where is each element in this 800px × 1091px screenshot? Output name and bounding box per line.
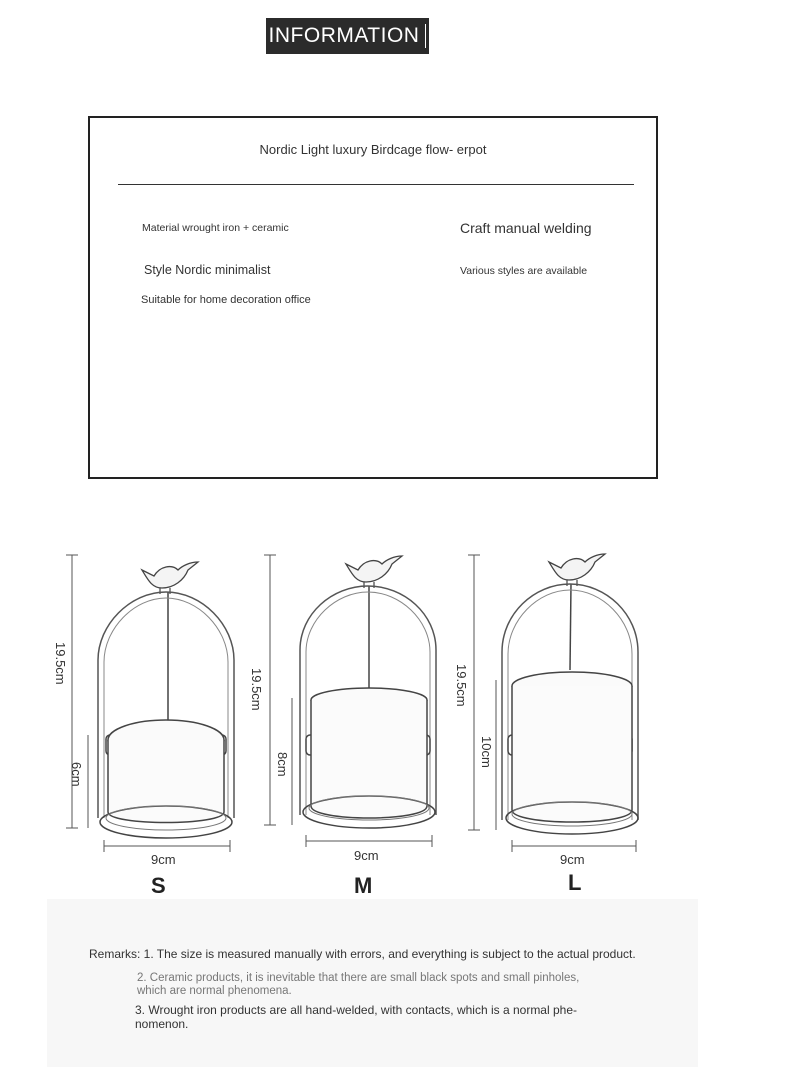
spec-craft: Craft manual welding [460, 220, 592, 236]
size-s-bird-icon [142, 562, 198, 594]
product-name: Nordic Light luxury Birdcage flow- erpot [259, 142, 487, 157]
size-l-pot-height-label: 10cm [479, 736, 494, 768]
info-divider [118, 184, 634, 185]
size-l-label: L [568, 870, 582, 895]
text-cursor-mark [425, 24, 426, 48]
info-box [88, 116, 658, 479]
remark-line-2a: 2. Ceramic products, it is inevitable that there are small black spots and small pinholes, [137, 972, 580, 984]
remark-line-1: Remarks: 1. The size is measured manually with errors, and everything is subject to the actual product. [89, 947, 636, 961]
size-s-label: S [151, 873, 166, 898]
size-m-width-label: 9cm [354, 848, 379, 863]
size-m-height-label: 19.5cm [249, 668, 264, 711]
information-title: INFORMATION [268, 24, 420, 47]
spec-style: Style Nordic minimalist [144, 263, 271, 277]
size-l-diagram [454, 554, 638, 895]
remark-line-2b: which are normal phenomena. [137, 985, 292, 997]
size-l-width-label: 9cm [560, 852, 585, 867]
size-s-height-label: 19.5cm [53, 642, 68, 685]
size-s-width-label: 9cm [151, 852, 176, 867]
size-s-diagram [53, 555, 234, 898]
size-m-diagram [249, 555, 436, 898]
size-s-pot-height-label: 6cm [69, 762, 84, 787]
size-m-pot-height-label: 8cm [275, 752, 290, 777]
information-header [266, 18, 429, 54]
spec-suitable: Suitable for home decoration office [141, 294, 311, 306]
remark-line-3a: 3. Wrought iron products are all hand-welded, with contacts, which is a normal phe- [135, 1003, 578, 1017]
remark-line-3b: nomenon. [135, 1017, 189, 1031]
size-l-height-label: 19.5cm [454, 664, 469, 707]
size-m-label: M [354, 873, 373, 898]
remarks-panel [47, 899, 698, 1067]
spec-styles-available: Various styles are available [460, 265, 588, 277]
size-l-bird-icon [549, 554, 605, 586]
spec-material: Material wrought iron + ceramic [142, 222, 289, 234]
size-m-bird-icon [346, 556, 402, 588]
size-diagrams [0, 500, 800, 900]
